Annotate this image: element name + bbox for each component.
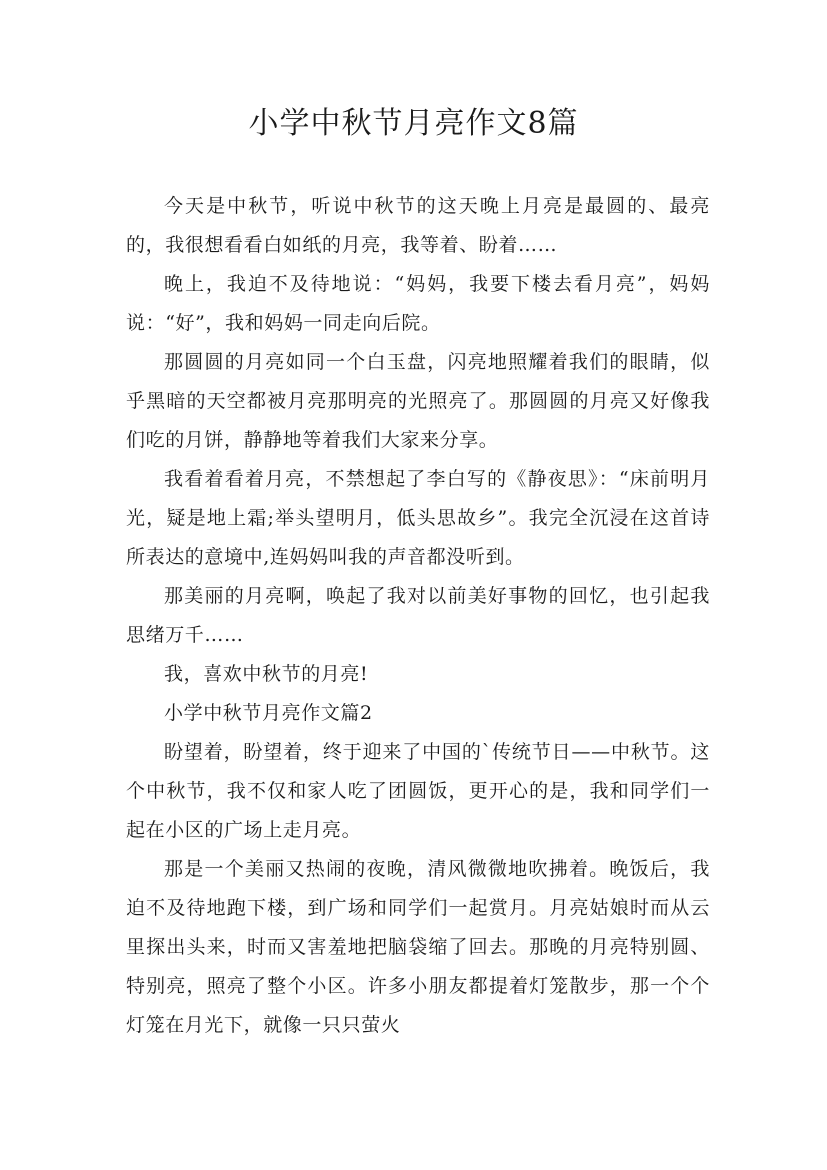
paragraph: 我看着看着月亮，不禁想起了李白写的《静夜思》：“床前明月光，疑是地上霜;举头望明月，低头思故乡”。我完全沉浸在这首诗所表达的意境中,连妈妈叫我的声音都没听到。	[126, 468, 710, 568]
paragraph: 那美丽的月亮啊，唤起了我对以前美好事物的回忆，也引起我思绪万千……	[126, 585, 710, 646]
paragraph: 今天是中秋节，听说中秋节的这天晚上月亮是最圆的、最亮的，我很想看看白如纸的月亮，我等着、盼着……	[126, 195, 710, 256]
paragraph: 那是一个美丽又热闹的夜晚，清风微微地吹拂着。晚饭后，我迫不及待地跑下楼，到广场和同学们一起赏月。月亮姑娘时而从云里探出头来，时而又害羞地把脑袋缩了回去。那晚的月亮特别圆、特别亮，照亮了整个小区。许多小朋友都提着灯笼散步，那一个个灯笼在月光下，就像一只只萤火	[126, 858, 710, 1036]
paragraph: 那圆圆的月亮如同一个白玉盘，闪亮地照耀着我们的眼睛，似乎黑暗的天空都被月亮那明亮的光照亮了。那圆圆的月亮又好像我们吃的月饼，静静地等着我们大家来分享。	[126, 351, 710, 451]
paragraph: 盼望着，盼望着，终于迎来了中国的`传统节日——中秋节。这个中秋节，我不仅和家人吃了团圆饭，更开心的是，我和同学们一起在小区的广场上走月亮。	[126, 741, 710, 841]
paragraph: 我，喜欢中秋节的月亮!	[164, 663, 369, 685]
document-title: 小学中秋节月亮作文8篇	[248, 106, 579, 141]
section-subheading: 小学中秋节月亮作文篇2	[164, 702, 373, 724]
document-body	[126, 187, 710, 1045]
paragraph: 晚上，我迫不及待地说：“妈妈，我要下楼去看月亮”，妈妈说：“好”，我和妈妈一同走向后院。	[126, 273, 710, 334]
